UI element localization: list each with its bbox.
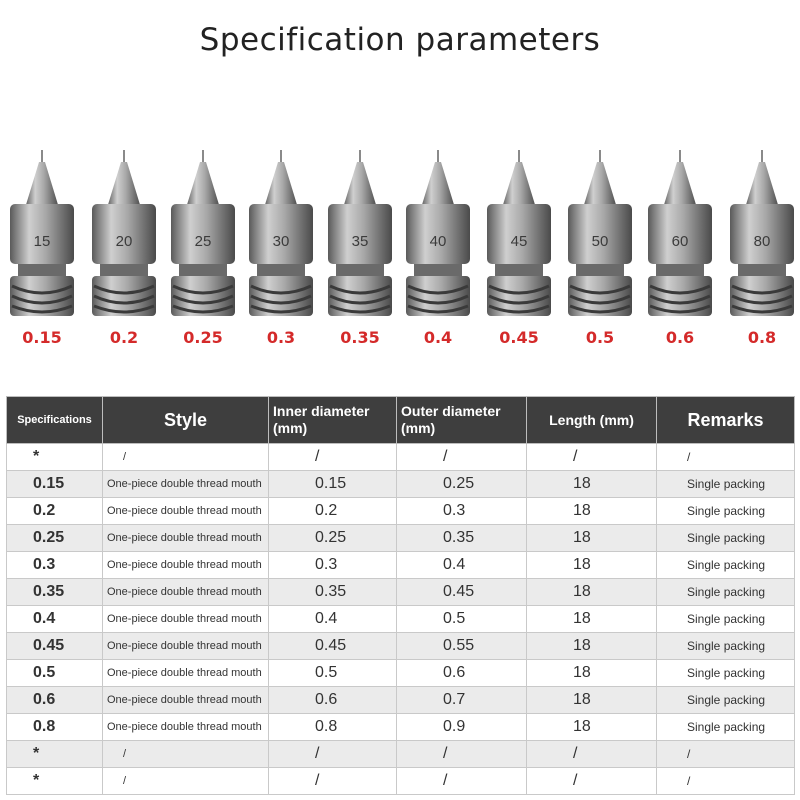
- spec-cell: 0.8: [7, 714, 103, 741]
- style-cell: /: [103, 768, 269, 795]
- length-cell: /: [527, 768, 657, 795]
- inner-diameter-cell: 0.25: [269, 525, 397, 552]
- table-row: [7, 633, 795, 660]
- length-cell: 18: [527, 471, 657, 498]
- header-inner-diameter: Inner diameter (mm): [269, 397, 397, 444]
- nozzle-item: [398, 140, 478, 360]
- spec-cell: 0.6: [7, 687, 103, 714]
- table-body: [7, 444, 795, 795]
- style-cell: One-piece double thread mouth: [103, 579, 269, 606]
- length-cell: 18: [527, 525, 657, 552]
- nozzle-item: [479, 140, 559, 360]
- nozzle-engraving: 20: [115, 233, 133, 250]
- length-cell: /: [527, 444, 657, 471]
- spec-cell: *: [7, 768, 103, 795]
- remarks-cell: /: [657, 444, 795, 471]
- inner-diameter-cell: 0.2: [269, 498, 397, 525]
- table-row: [7, 768, 795, 795]
- table-header-row: [7, 397, 795, 444]
- remarks-cell: Single packing: [657, 687, 795, 714]
- table-row: [7, 552, 795, 579]
- nozzle-item: [2, 140, 82, 360]
- nozzle-size-label: 0.35: [340, 328, 380, 347]
- remarks-cell: Single packing: [657, 498, 795, 525]
- table-row: [7, 498, 795, 525]
- remarks-cell: Single packing: [657, 552, 795, 579]
- length-cell: 18: [527, 687, 657, 714]
- table-row: [7, 741, 795, 768]
- outer-diameter-cell: 0.4: [397, 552, 527, 579]
- nozzle-engraving: 30: [272, 233, 290, 250]
- spec-cell: 0.3: [7, 552, 103, 579]
- table-row: [7, 444, 795, 471]
- nozzle-item: [722, 140, 800, 360]
- style-cell: One-piece double thread mouth: [103, 471, 269, 498]
- style-cell: One-piece double thread mouth: [103, 660, 269, 687]
- nozzle-size-label: 0.45: [499, 328, 539, 347]
- nozzle-size-label: 0.15: [22, 328, 62, 347]
- length-cell: 18: [527, 552, 657, 579]
- outer-diameter-cell: 0.55: [397, 633, 527, 660]
- inner-diameter-cell: 0.4: [269, 606, 397, 633]
- remarks-cell: Single packing: [657, 633, 795, 660]
- inner-diameter-cell: 0.45: [269, 633, 397, 660]
- header-specifications: Specifications: [7, 397, 103, 444]
- inner-diameter-cell: 0.3: [269, 552, 397, 579]
- remarks-cell: Single packing: [657, 471, 795, 498]
- inner-diameter-cell: 0.5: [269, 660, 397, 687]
- nozzle-item: [241, 140, 321, 360]
- length-cell: 18: [527, 606, 657, 633]
- nozzle-size-label: 0.25: [183, 328, 223, 347]
- nozzle-engraving: 25: [194, 233, 212, 250]
- nozzle-item: [320, 140, 400, 360]
- spec-cell: 0.25: [7, 525, 103, 552]
- outer-diameter-cell: 0.45: [397, 579, 527, 606]
- length-cell: 18: [527, 714, 657, 741]
- spec-cell: 0.35: [7, 579, 103, 606]
- outer-diameter-cell: 0.6: [397, 660, 527, 687]
- table-row: [7, 714, 795, 741]
- inner-diameter-cell: /: [269, 768, 397, 795]
- outer-diameter-cell: 0.5: [397, 606, 527, 633]
- length-cell: /: [527, 741, 657, 768]
- style-cell: /: [103, 741, 269, 768]
- outer-diameter-cell: 0.35: [397, 525, 527, 552]
- spec-table: [6, 396, 795, 795]
- nozzle-engraving: 50: [591, 233, 609, 250]
- style-cell: One-piece double thread mouth: [103, 525, 269, 552]
- spec-cell: 0.45: [7, 633, 103, 660]
- length-cell: 18: [527, 660, 657, 687]
- nozzle-engraving: 35: [351, 233, 369, 250]
- style-cell: One-piece double thread mouth: [103, 552, 269, 579]
- nozzle-size-label: 0.8: [747, 328, 777, 347]
- remarks-cell: Single packing: [657, 525, 795, 552]
- table-row: [7, 471, 795, 498]
- page-title: Specification parameters: [199, 22, 601, 58]
- outer-diameter-cell: 0.9: [397, 714, 527, 741]
- nozzle-engraving: 40: [429, 233, 447, 250]
- length-cell: 18: [527, 579, 657, 606]
- style-cell: /: [103, 444, 269, 471]
- style-cell: One-piece double thread mouth: [103, 633, 269, 660]
- spec-cell: 0.2: [7, 498, 103, 525]
- nozzle-item: [84, 140, 164, 360]
- nozzle-size-label: 0.6: [665, 328, 695, 347]
- nozzle-engraving: 60: [671, 233, 689, 250]
- spec-cell: 0.5: [7, 660, 103, 687]
- inner-diameter-cell: /: [269, 444, 397, 471]
- header-length: Length (mm): [527, 397, 657, 444]
- nozzle-item: [163, 140, 243, 360]
- nozzle-item: [560, 140, 640, 360]
- header-remarks: Remarks: [657, 397, 795, 444]
- remarks-cell: Single packing: [657, 606, 795, 633]
- table-row: [7, 579, 795, 606]
- outer-diameter-cell: 0.3: [397, 498, 527, 525]
- spec-cell: *: [7, 444, 103, 471]
- table-row: [7, 525, 795, 552]
- remarks-cell: Single packing: [657, 660, 795, 687]
- inner-diameter-cell: /: [269, 741, 397, 768]
- style-cell: One-piece double thread mouth: [103, 714, 269, 741]
- nozzle-item: [640, 140, 720, 360]
- outer-diameter-cell: /: [397, 768, 527, 795]
- style-cell: One-piece double thread mouth: [103, 687, 269, 714]
- nozzle-size-label: 0.4: [423, 328, 453, 347]
- length-cell: 18: [527, 633, 657, 660]
- inner-diameter-cell: 0.35: [269, 579, 397, 606]
- nozzle-gallery: [0, 140, 800, 360]
- nozzle-engraving: 45: [510, 233, 528, 250]
- table-row: [7, 660, 795, 687]
- remarks-cell: /: [657, 768, 795, 795]
- nozzle-engraving: 80: [753, 233, 771, 250]
- nozzle-size-label: 0.2: [109, 328, 139, 347]
- outer-diameter-cell: /: [397, 741, 527, 768]
- inner-diameter-cell: 0.15: [269, 471, 397, 498]
- remarks-cell: /: [657, 741, 795, 768]
- outer-diameter-cell: /: [397, 444, 527, 471]
- table-row: [7, 687, 795, 714]
- outer-diameter-cell: 0.7: [397, 687, 527, 714]
- inner-diameter-cell: 0.8: [269, 714, 397, 741]
- remarks-cell: Single packing: [657, 579, 795, 606]
- nozzle-size-label: 0.3: [266, 328, 296, 347]
- nozzle-size-label: 0.5: [585, 328, 615, 347]
- table-row: [7, 606, 795, 633]
- remarks-cell: Single packing: [657, 714, 795, 741]
- inner-diameter-cell: 0.6: [269, 687, 397, 714]
- header-outer-diameter: Outer diameter (mm): [397, 397, 527, 444]
- style-cell: One-piece double thread mouth: [103, 606, 269, 633]
- spec-cell: 0.15: [7, 471, 103, 498]
- header-style: Style: [103, 397, 269, 444]
- nozzle-engraving: 15: [33, 233, 51, 250]
- length-cell: 18: [527, 498, 657, 525]
- spec-cell: 0.4: [7, 606, 103, 633]
- outer-diameter-cell: 0.25: [397, 471, 527, 498]
- style-cell: One-piece double thread mouth: [103, 498, 269, 525]
- spec-cell: *: [7, 741, 103, 768]
